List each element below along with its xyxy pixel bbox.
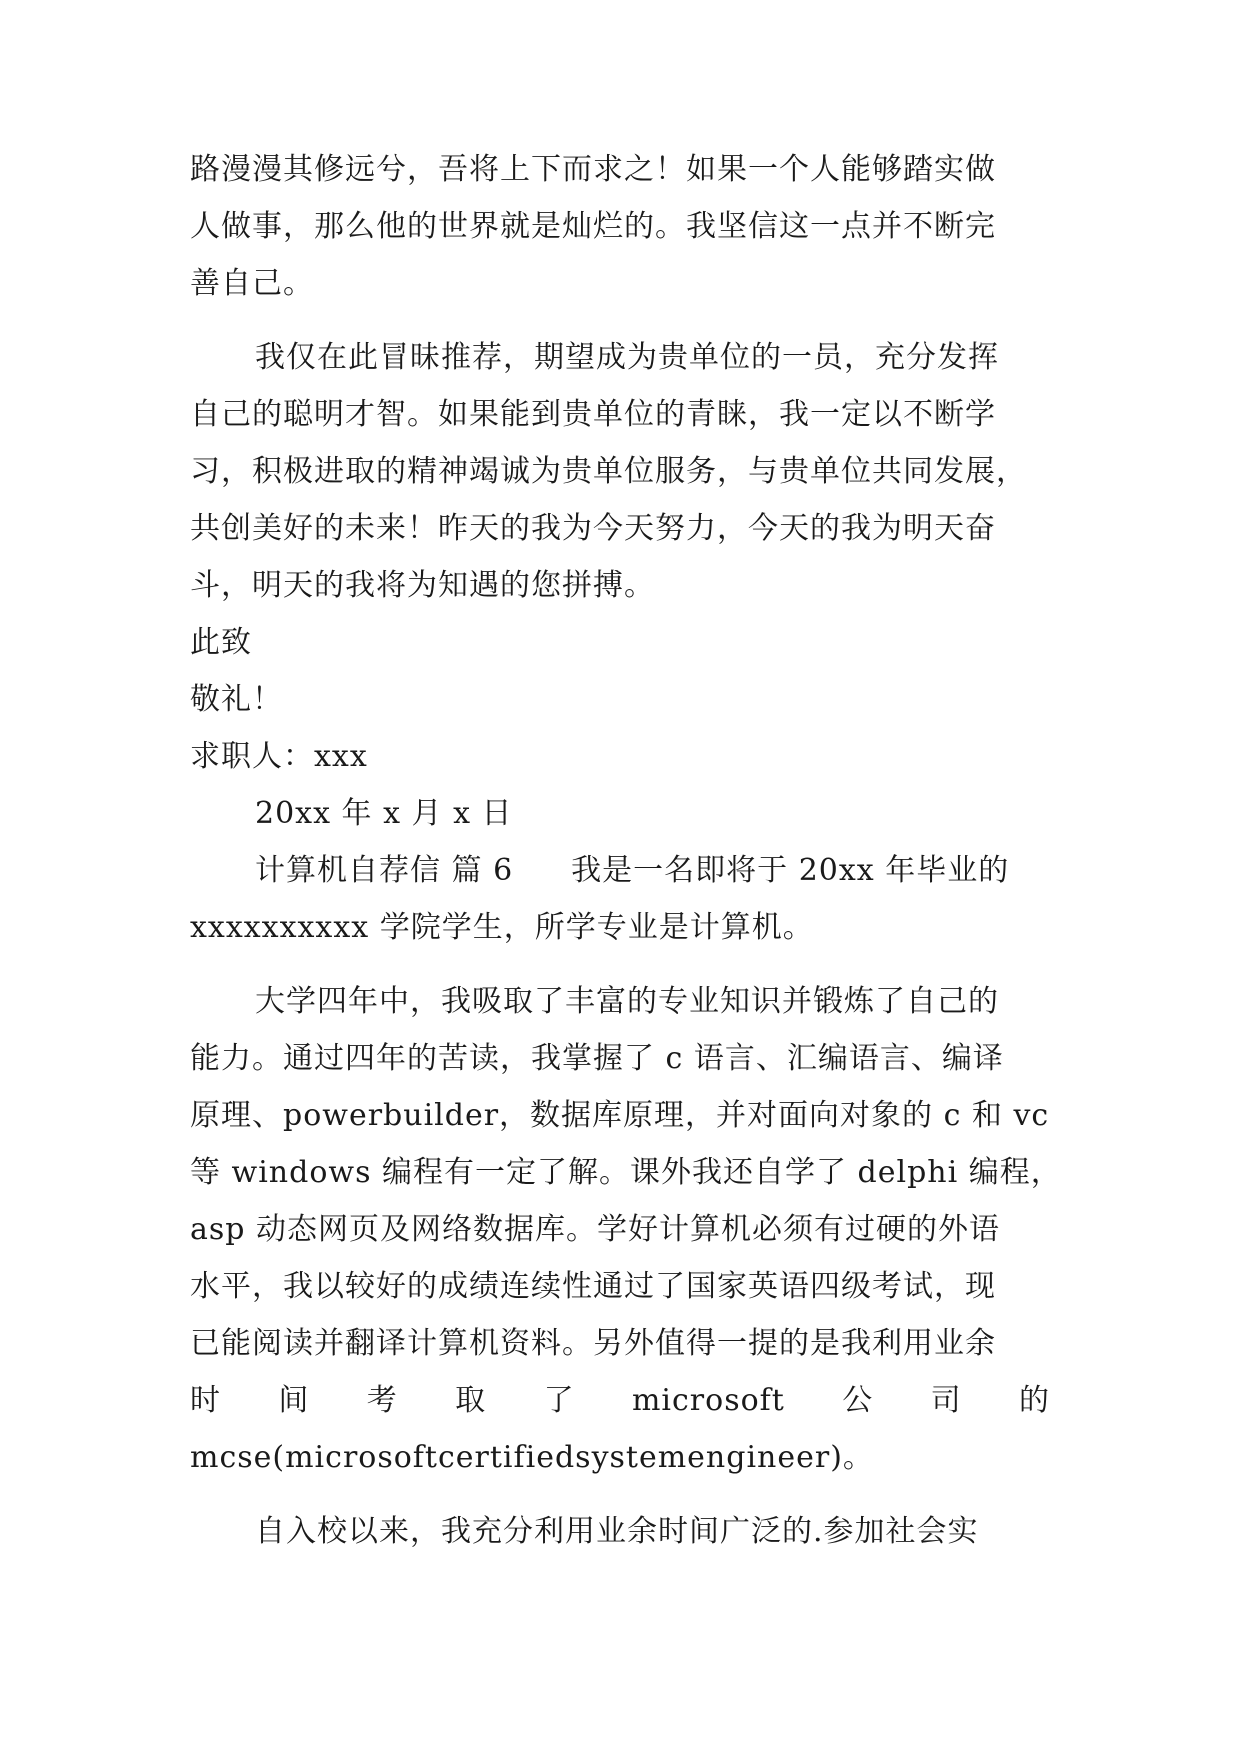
section-first-sentence: 我是一名即将于 20xx 年毕业的 (571, 853, 1010, 888)
text-line: 斗，明天的我将为知遇的您拼搏。 (190, 568, 655, 603)
paragraph-start: 我仅在此冒昧推荐，期望成为贵单位的一员，充分发挥 (255, 340, 999, 375)
word: 时 (190, 1383, 221, 1418)
text-line: 已能阅读并翻译计算机资料。另外值得一提的是我利用业余 (190, 1326, 996, 1361)
text-line: 路漫漫其修远兮，吾将上下而求之！如果一个人能够踏实做 (190, 152, 996, 187)
text-line: 水平，我以较好的成绩连续性通过了国家英语四级考试，现 (190, 1269, 996, 1304)
text-line: 善自己。 (190, 266, 314, 301)
text-line: 自己的聪明才智。如果能到贵单位的青睐，我一定以不断学 (190, 397, 996, 432)
word: microsoft (631, 1383, 785, 1418)
text-line: 人做事，那么他的世界就是灿烂的。我坚信这一点并不断完 (190, 209, 996, 244)
text-line: xxxxxxxxxx 学院学生，所学专业是计算机。 (190, 910, 814, 945)
text-line: 共创美好的未来！昨天的我为今天努力，今天的我为明天奋 (190, 511, 996, 546)
text-line: asp 动态网页及网络数据库。学好计算机必须有过硬的外语 (190, 1212, 1001, 1247)
word: 公 (842, 1383, 874, 1418)
word: 的 (1019, 1383, 1050, 1418)
justified-text-line (190, 1381, 1050, 1421)
section-heading-line (255, 851, 1050, 891)
text-line: mcse(microsoftcertifiedsystemengineer)。 (190, 1440, 874, 1475)
word: 取 (455, 1383, 487, 1418)
signature-name: 求职人：xxx (190, 739, 368, 774)
section-heading: 计算机自荐信 篇 6 (255, 853, 514, 888)
text-line: 能力。通过四年的苦读，我掌握了 c 语言、汇编语言、编译 (190, 1041, 1004, 1076)
word: 间 (278, 1383, 310, 1418)
text-line: 习，积极进取的精神竭诚为贵单位服务，与贵单位共同发展， (190, 454, 1027, 489)
word: 考 (366, 1383, 398, 1418)
text-line: 原理、powerbuilder，数据库原理，并对面向对象的 c 和 vc (190, 1098, 1050, 1133)
signature-date: 20xx 年 x 月 x 日 (255, 796, 513, 831)
word: 司 (930, 1383, 962, 1418)
text-line: 等 windows 编程有一定了解。课外我还自学了 delphi 编程， (190, 1155, 1062, 1190)
closing-salutation: 此致 (190, 625, 252, 660)
word: 了 (543, 1383, 575, 1418)
paragraph-start: 大学四年中，我吸取了丰富的专业知识并锻炼了自己的 (255, 984, 999, 1019)
closing-regards: 敬礼！ (190, 682, 283, 717)
paragraph-start: 自入校以来，我充分利用业余时间广泛的.参加社会实 (255, 1514, 979, 1549)
